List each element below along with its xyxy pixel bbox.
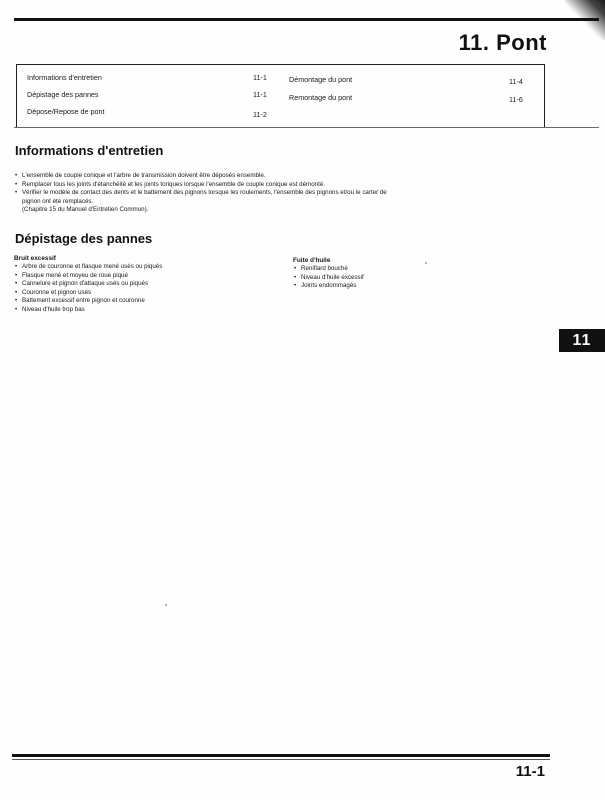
list-item: • Niveau d'huile trop bas <box>14 306 274 315</box>
section-heading-troubleshooting: Dépistage des pannes <box>15 231 153 246</box>
table-of-contents <box>16 64 545 128</box>
list-item: • Remplacer tous les joints d'étanchéité et les joints toriques lorsque l'ensemble de couple conique est démonté. <box>14 181 554 190</box>
list-item: • L'ensemble de couple conique et l'arbre de transmission doivent être déposés ensemble. <box>14 172 554 181</box>
toc-item-page[interactable]: 11-1 <box>253 73 267 82</box>
list-item: • Flasque mené et moyeu de roue piqué <box>14 272 274 281</box>
list-item: • Arbre de couronne et flasque mené usés ou piqués <box>14 263 274 272</box>
bottom-rule <box>12 754 550 757</box>
chapter-side-tab[interactable]: 11 <box>559 329 605 352</box>
toc-item-label[interactable]: Dépose/Repose de pont <box>27 107 105 116</box>
toc-item-label[interactable]: Informations d'entretien <box>27 73 102 82</box>
oil-leak-causes-list <box>293 265 493 291</box>
toc-item-label[interactable]: Remontage du pont <box>289 93 353 102</box>
subheading-oil-leak: Fuite d'huile <box>293 257 331 264</box>
page-number: 11-1 <box>515 763 545 780</box>
toc-item-page[interactable]: 11-4 <box>509 77 523 86</box>
list-item-continuation: (Chapitre 15 du Manuel d'Entretien Commun). <box>22 206 149 214</box>
list-item: • Couronne et pignon usés <box>14 289 274 298</box>
list-item: • Cannelure et pignon d'attaque usés ou piqués <box>14 280 274 289</box>
noise-causes-list <box>14 263 274 315</box>
section-heading-service: Informations d'entretien <box>15 143 164 158</box>
list-item: • Vérifier le modèle de contact des dents et le battement des pignons lorsque les roulements, l'ensemble des pignons et/ou le carter de <box>14 189 554 198</box>
scan-speck <box>165 604 167 606</box>
toc-item-page[interactable]: 11-1 <box>253 90 267 99</box>
list-item: • Battement excessif entre pignon et couronne <box>14 297 274 306</box>
toc-item-page[interactable]: 11-2 <box>253 110 267 119</box>
chapter-title: 11. Pont <box>458 30 547 55</box>
list-item: • Niveau d'huile excessif <box>293 274 493 283</box>
bottom-rule-thin <box>12 759 550 760</box>
list-item: • Joints endommagés <box>293 282 493 291</box>
toc-item-label[interactable]: Dépistage des pannes <box>27 90 99 99</box>
list-item: • Reniflard bouché <box>293 265 493 274</box>
toc-item-page[interactable]: 11-6 <box>509 95 523 104</box>
scan-speck <box>425 262 427 264</box>
subheading-excessive-noise: Bruit excessif <box>14 255 56 262</box>
divider <box>14 127 599 128</box>
toc-item-label[interactable]: Démontage du pont <box>289 75 353 84</box>
service-info-list <box>14 172 554 215</box>
list-item-continuation: pignon ont été remplacés. <box>22 197 94 205</box>
top-rule <box>14 18 599 21</box>
